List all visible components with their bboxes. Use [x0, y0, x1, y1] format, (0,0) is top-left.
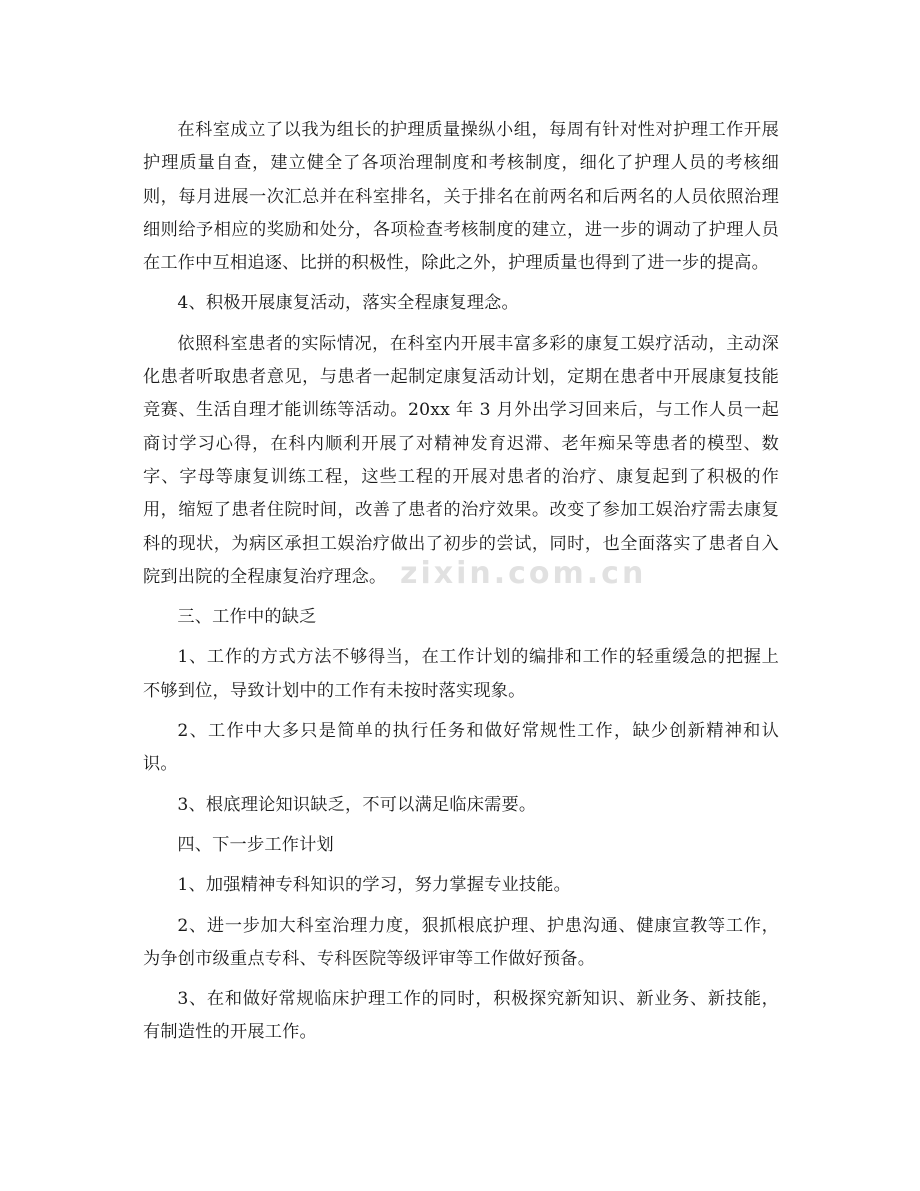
heading-next-steps: 四、下一步工作计划: [177, 834, 334, 855]
watermark: zixin.com.cn: [400, 556, 647, 591]
shortcoming-item-3: 3、根底理论知识缺乏，不可以满足临床需要。: [177, 794, 537, 815]
paragraph-quality-control: 在科室成立了以我为组长的护理质量操纵小组，每周有针对性对护理工作开展护理质量自查，建立健全了各项治理制度和考核制度，细化了护理人员的考核细则，每月进展一次汇总并在科室排名，关于排名在前两名和后两名的人员依照治理细则给予相应的奖励和处分，各项检查考核制度的建立，进一步的调动了护理人员在工作中互相追逐、比拼的积极性，除此之外，护理质量也得到了进一步的提高。: [143, 120, 779, 274]
plan-item-1: 1、加强精神专科知识的学习，努力掌握专业技能。: [177, 875, 572, 896]
paragraph-rehab-details: 依照科室患者的实际情况，在科室内开展丰富多彩的康复工娱疗活动，主动深化患者听取患者意见，与患者一起制定康复活动计划，定期在患者中开展康复技能竞赛、生活自理才能训练等活动。20xx 年 3 月外出学习回来后，与工作人员一起商讨学习心得，在科内顺利开展了对精神发育迟滞、老年痴呆等患者的模型、数字、字母等康复训练工程，这些工程的开展对患者的治疗、康复起到了积极的作用，缩短了患者住院时间，改善了患者的治疗效果。改变了参加工娱治疗需去康复科的现状，为病区承担工娱治疗做出了初步的尝试，同时，也全面落实了患者自入院到出院的全程康复治疗理念。: [143, 333, 779, 587]
heading-rehab-activities: 4、积极开展康复活动，落实全程康复理念。: [177, 293, 519, 314]
plan-item-2: 2、进一步加大科室治理力度，狠抓根底护理、护患沟通、健康宣教等工作，为争创市级重点专科、专科医院等级评审等工作做好预备。: [143, 915, 779, 969]
plan-item-3: 3、在和做好常规临床护理工作的同时，积极探究新知识、新业务、新技能，有制造性的开展工作。: [143, 989, 779, 1043]
shortcoming-item-1: 1、工作的方式方法不够得当，在工作计划的编排和工作的轻重缓急的把握上不够到位，导致计划中的工作有未按时落实现象。: [143, 647, 779, 701]
heading-shortcomings: 三、工作中的缺乏: [177, 607, 317, 628]
shortcoming-item-2: 2、工作中大多只是简单的执行任务和做好常规性工作，缺少创新精神和认识。: [143, 721, 779, 775]
document-body: [143, 114, 779, 1057]
